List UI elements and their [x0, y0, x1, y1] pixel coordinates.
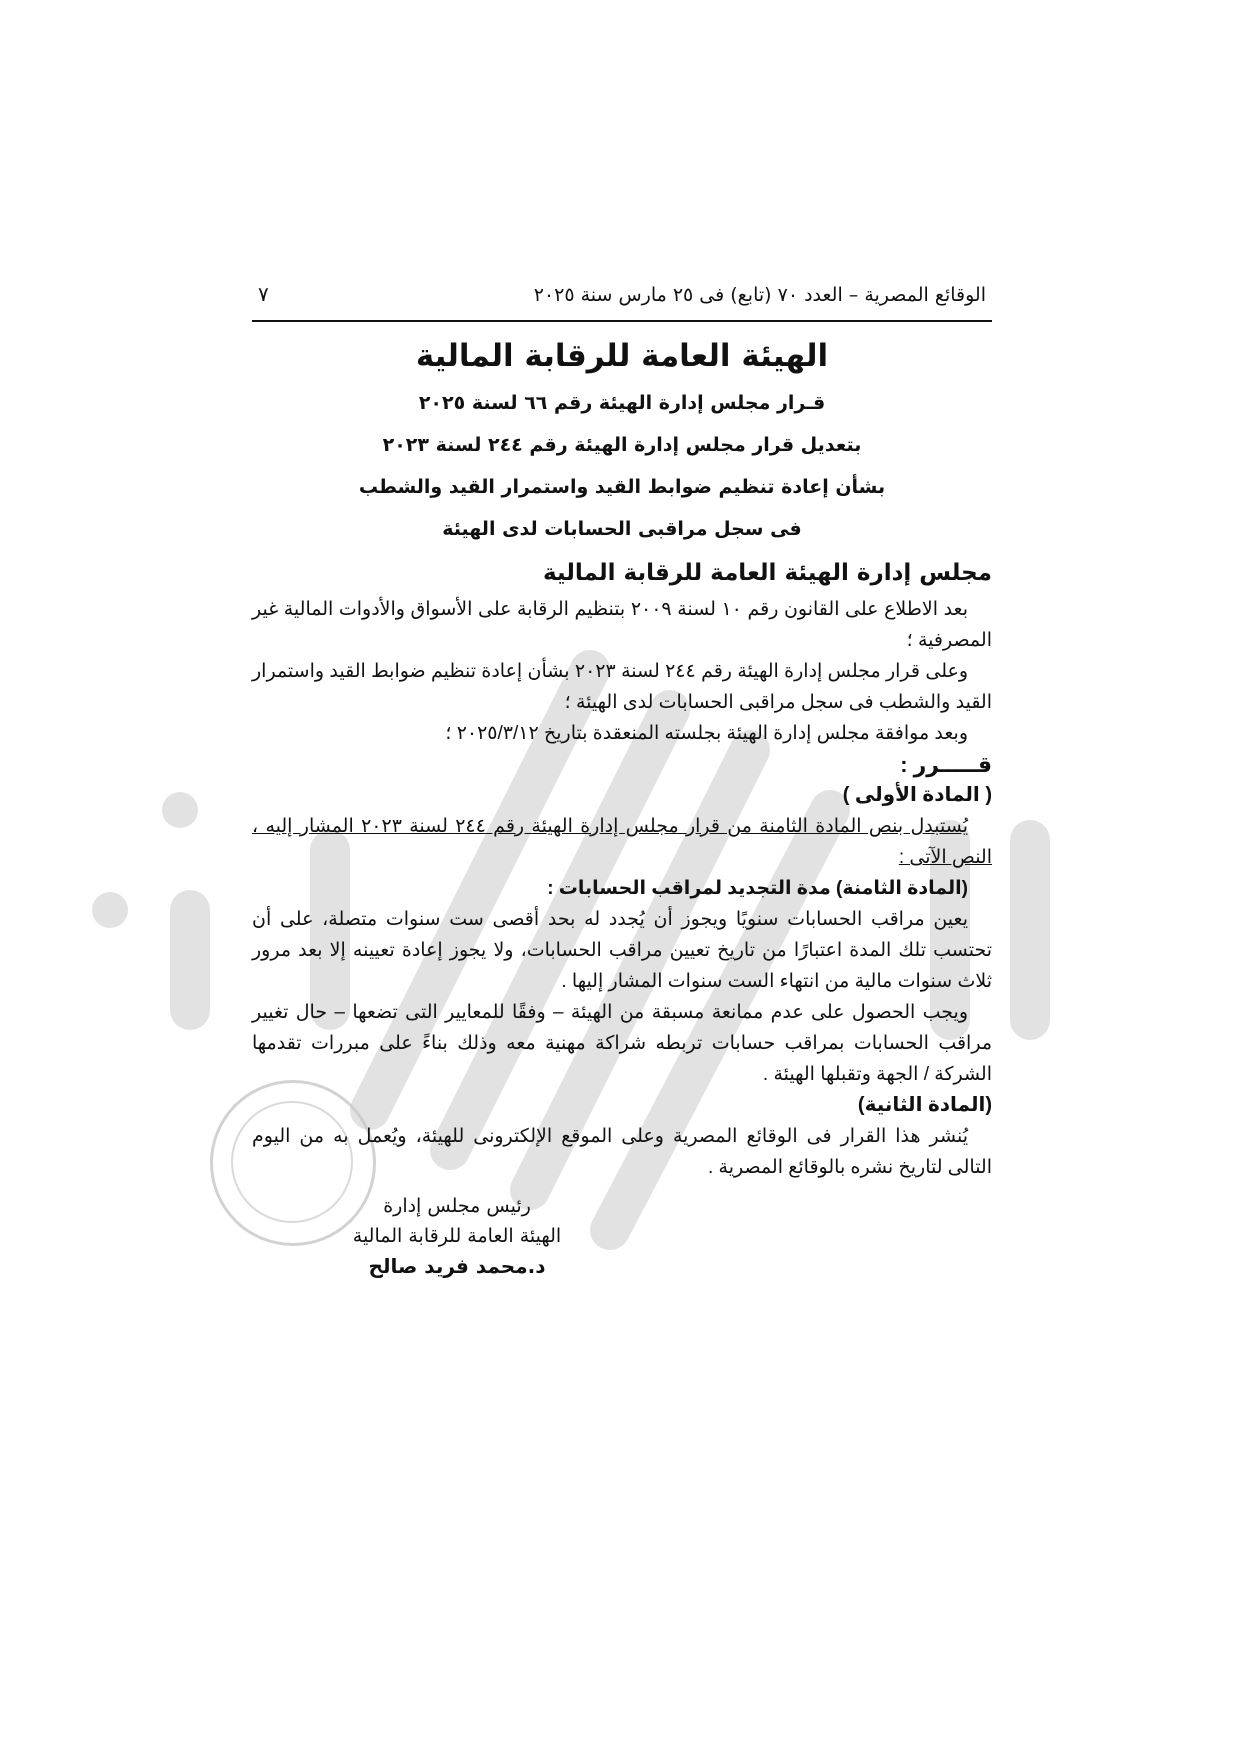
signature-title-line-1: رئيس مجلس إدارة [383, 1195, 531, 1217]
subject-line: بشأن إعادة تنظيم ضوابط القيد واستمرار القيد والشطب [358, 476, 886, 498]
article-1-title: ( المادة الأولى ) [842, 784, 992, 806]
preamble-paragraph-2: وعلى قرار مجلس إدارة الهيئة رقم ٢٤٤ لسنة ٢٠٢٣ بشأن إعادة تنظيم ضوابط القيد واستمرار القيد والشطب فى سجل مراقبى الحسابات لدى الهيئة ؛ [252, 661, 992, 713]
preamble-paragraph-1: بعد الاطلاع على القانون رقم ١٠ لسنة ٢٠٠٩ بتنظيم الرقابة على الأسواق والأدوات المالية غير المصرفية ؛ [252, 599, 992, 651]
amending-line: بتعديل قرار مجلس إدارة الهيئة رقم ٢٤٤ لسنة ٢٠٢٣ [382, 434, 862, 456]
decree-number: قـرار مجلس إدارة الهيئة رقم ٦٦ لسنة ٢٠٢٥ [418, 392, 826, 414]
article-2-text: يُنشر هذا القرار فى الوقائع المصرية وعلى الموقع الإلكترونى للهيئة، ويُعمل به من اليوم التالى لتاريخ نشره بالوقائع المصرية . [252, 1126, 992, 1178]
article-1-text: يُستبدل بنص المادة الثامنة من قرار مجلس إدارة الهيئة رقم ٢٤٤ لسنة ٢٠٢٣ المشار إليه ، النص الآتى : [252, 816, 992, 868]
page-header [252, 282, 992, 322]
document-page [252, 282, 992, 1281]
page-number: ٧ [258, 282, 269, 306]
preamble-paragraph-3: وبعد موافقة مجلس إدارة الهيئة بجلسته المنعقدة بتاريخ ٢٠٢٥/٣/١٢ ؛ [445, 723, 968, 744]
decree-word: قـــــرر : [900, 752, 992, 777]
article-8-heading: (المادة الثامنة) مدة التجديد لمراقب الحسابات : [547, 878, 968, 899]
authority-title: الهيئة العامة للرقابة المالية [415, 338, 829, 374]
article-8-paragraph-1: يعين مراقب الحسابات سنويًا ويجوز أن يُجدد له بحد أقصى ست سنوات متصلة، على أن تحتسب تلك المدة اعتبارًا من تاريخ تعيين مراقب الحسابات، ولا يجوز إعادة تعيينه إلا بعد مرور ثلاث سنوات مالية من انتهاء الست سنوات المشار إليها . [252, 909, 992, 992]
register-line: فى سجل مراقبى الحسابات لدى الهيئة [442, 518, 802, 540]
document-body [252, 594, 992, 1183]
titles-block [252, 338, 992, 540]
signer-name: د.محمد فريد صالح [368, 1254, 546, 1278]
publication-line: الوقائع المصرية – العدد ٧٠ (تابع) فى ٢٥ مارس سنة ٢٠٢٥ [533, 284, 986, 306]
signature-block [332, 1191, 582, 1281]
article-8-paragraph-2: ويجب الحصول على عدم ممانعة مسبقة من الهيئة – وفقًا للمعايير التى تضعها – حال تغيير مراقب الحسابات بمراقب حسابات تربطه شراكة مهنية معه وذلك بناءً على مبررات تقدمها الشركة / الجهة وتقبلها الهيئة . [252, 1002, 992, 1085]
council-heading: مجلس إدارة الهيئة العامة للرقابة المالية [542, 560, 992, 586]
signature-title-line-2: الهيئة العامة للرقابة المالية [352, 1225, 562, 1247]
article-2-title: (المادة الثانية) [857, 1094, 992, 1116]
